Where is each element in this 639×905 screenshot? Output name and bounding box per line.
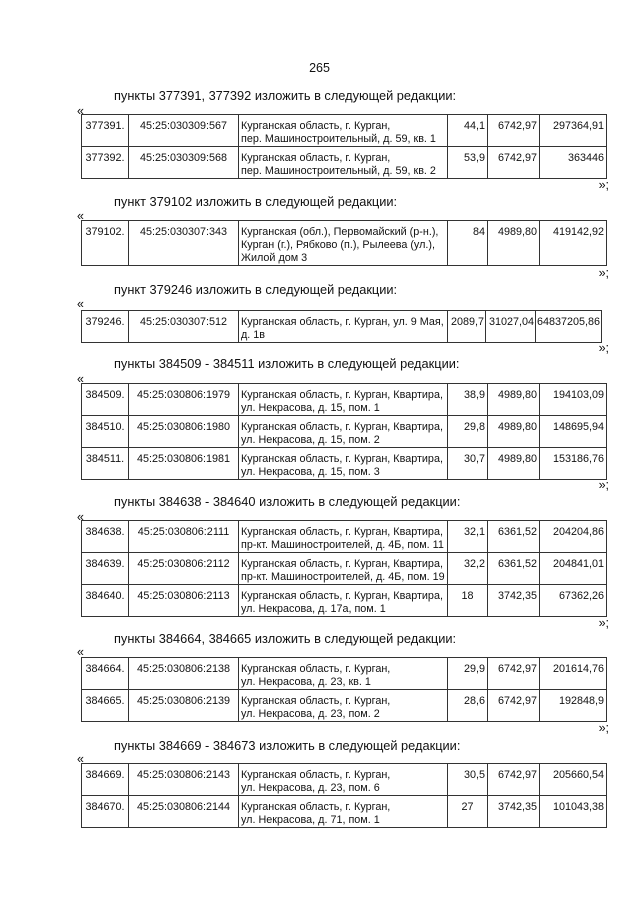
address-line: д. 1в [241,329,266,341]
price-value: 6742,97 [497,769,537,781]
price-value: 6361,52 [497,526,537,538]
address-line: пр-кт. Машиностроителей, д. 4Б, пом. 11 [241,539,444,551]
row-number: 384510. [85,421,125,433]
cost-value: 153186,76 [552,453,604,465]
cadastral-number: 45:25:030309:567 [139,120,228,132]
row-number: 379246. [85,316,125,328]
cadastral-number: 45:25:030806:2113 [137,590,230,602]
table-row [82,221,607,266]
address-line: Курганская область, г. Курган, Квартира, [241,590,443,602]
address-line: Курган (г.), Рябково (п.), Рылеева (ул.), [241,239,435,251]
close-quote: »; [598,478,609,492]
open-quote: « [77,209,84,223]
data-table [81,383,607,480]
data-table [81,763,607,828]
row-number: 384509. [85,389,125,401]
table-row [82,416,607,448]
close-quote: »; [598,341,609,355]
section-heading: пункты 384509 - 384511 изложить в следующей редакции: [114,356,460,371]
price-value: 4989,80 [497,453,537,465]
cadastral-number: 45:25:030806:1979 [136,389,231,401]
section-heading: пункты 384669 - 384673 изложить в следующей редакции: [114,738,461,753]
data-table [81,520,607,617]
open-quote: « [77,510,84,524]
area-value: 30,7 [463,453,485,465]
cost-value: 201614,76 [552,663,604,675]
address-line: Курганская область, г. Курган, Квартира, [241,389,443,401]
close-quote: »; [598,616,609,630]
open-quote: « [77,104,84,118]
address-line: ул. Некрасова, д. 23, пом. 2 [241,708,380,720]
address-line: ул. Некрасова, д. 15, пом. 3 [241,466,380,478]
cost-value: 363446 [567,152,604,164]
close-quote: »; [598,721,609,735]
address-line: Курганская область, г. Курган, [241,663,391,675]
section-heading: пункт 379102 изложить в следующей редакции: [114,194,398,209]
table-row [82,521,607,553]
price-value: 3742,35 [497,590,537,602]
cadastral-number: 45:25:030806:1981 [136,453,231,465]
cost-value: 148695,94 [552,421,604,433]
cadastral-number: 45:25:030307:512 [139,316,228,328]
row-number: 384665. [85,695,125,707]
address-line: Курганская область, г. Курган, [241,801,391,813]
address-line: Курганская область, г. Курган, Квартира, [241,558,443,570]
area-value: 28,6 [463,695,485,707]
cadastral-number: 45:25:030806:2112 [137,558,230,570]
area-value: 30,5 [463,769,485,781]
page-number: 265 [309,61,330,75]
price-value: 31027,04 [488,316,534,328]
area-value: 32,2 [463,558,485,570]
row-number: 384664. [85,663,125,675]
price-value: 6742,97 [497,120,537,132]
table-row [82,658,607,690]
address-line: Курганская область, г. Курган, [241,769,391,781]
table-row [82,553,607,585]
close-quote: »; [598,266,609,280]
address-line: ул. Некрасова, д. 15, пом. 2 [241,434,380,446]
cadastral-number: 45:25:030806:2139 [136,695,231,707]
table-row [82,448,607,480]
address-line: Курганская область, г. Курган, ул. 9 Мая, [241,316,444,328]
row-number: 384511. [85,453,125,465]
address-line: Курганская область, г. Курган, [241,695,391,707]
data-table [81,114,607,179]
price-value: 6742,97 [497,152,537,164]
address-line: пер. Машиностроительный, д. 59, кв. 2 [241,165,436,177]
cadastral-number: 45:25:030806:2144 [136,801,231,813]
price-value: 6742,97 [497,663,537,675]
area-value: 32,1 [463,526,485,538]
price-value: 3742,35 [497,801,537,813]
area-value: 84 [472,226,485,238]
section-heading: пункт 379246 изложить в следующей редакции: [114,282,398,297]
cost-value: 67362,26 [558,590,604,602]
area-value: 29,8 [463,421,485,433]
cost-value: 64837205,86 [537,316,601,328]
section-heading: пункты 384664, 384665 изложить в следующей редакции: [114,631,457,646]
area-value: 44,1 [463,120,485,132]
cost-value: 297364,91 [552,120,604,132]
cadastral-number: 45:25:030806:2111 [137,526,230,538]
address-line: ул. Некрасова, д. 71, пом. 1 [241,814,380,826]
row-number: 384669. [85,769,125,781]
address-line: Жилой дом 3 [241,252,308,264]
table-row [82,796,607,828]
area-value: 2089,7 [450,316,484,328]
cost-value: 205660,54 [552,769,604,781]
address-line: Курганская (обл.), Первомайский (р-н.), [241,226,439,238]
cost-value: 204841,01 [552,558,604,570]
data-table [81,310,602,343]
table-row [82,115,607,147]
section-heading: пункты 377391, 377392 изложить в следующей редакции: [114,88,457,103]
cost-value: 101043,38 [552,801,604,813]
price-value: 6742,97 [497,695,537,707]
area-value: 27 [461,801,474,813]
row-number: 379102. [85,226,125,238]
address-line: ул. Некрасова, д. 23, пом. 6 [241,782,380,794]
price-value: 4989,80 [497,389,537,401]
cadastral-number: 45:25:030806:2143 [136,769,231,781]
open-quote: « [77,297,84,311]
address-line: Курганская область, г. Курган, Квартира, [241,453,443,465]
cadastral-number: 45:25:030307:343 [139,226,228,238]
address-line: пр-кт. Машиностроителей, д. 4Б, пом. 19 [241,571,445,583]
table-row [82,147,607,179]
area-value: 29,9 [463,663,485,675]
table-row [82,311,602,343]
area-value: 38,9 [463,389,485,401]
address-line: Курганская область, г. Курган, [241,152,391,164]
row-number: 384639. [85,558,125,570]
address-line: Курганская область, г. Курган, [241,120,391,132]
row-number: 384638. [85,526,125,538]
price-value: 4989,80 [497,421,537,433]
table-row [82,585,607,617]
section-heading: пункты 384638 - 384640 изложить в следующей редакции: [114,494,461,509]
close-quote: »; [598,178,609,192]
cost-value: 194103,09 [552,389,604,401]
data-table [81,220,607,266]
table-row [82,764,607,796]
cost-value: 192848,9 [558,695,604,707]
address-line: пер. Машиностроительный, д. 59, кв. 1 [241,133,436,145]
row-number: 384670. [85,801,125,813]
cost-value: 419142,92 [552,226,604,238]
area-value: 53,9 [463,152,485,164]
row-number: 377392. [85,152,125,164]
open-quote: « [77,372,84,386]
address-line: Курганская область, г. Курган, Квартира, [241,421,443,433]
price-value: 6361,52 [497,558,537,570]
area-value: 18 [461,590,474,602]
cadastral-number: 45:25:030806:1980 [136,421,231,433]
address-line: Курганская область, г. Курган, Квартира, [241,526,443,538]
open-quote: « [77,645,84,659]
cadastral-number: 45:25:030309:568 [139,152,228,164]
table-row [82,690,607,722]
row-number: 377391. [85,120,125,132]
address-line: ул. Некрасова, д. 23, кв. 1 [241,676,371,688]
table-row [82,384,607,416]
cadastral-number: 45:25:030806:2138 [136,663,231,675]
address-line: ул. Некрасова, д. 17а, пом. 1 [241,603,386,615]
data-table [81,657,607,722]
row-number: 384640. [85,590,125,602]
address-line: ул. Некрасова, д. 15, пом. 1 [241,402,380,414]
open-quote: « [77,752,84,766]
cost-value: 204204,86 [552,526,604,538]
price-value: 4989,80 [497,226,537,238]
